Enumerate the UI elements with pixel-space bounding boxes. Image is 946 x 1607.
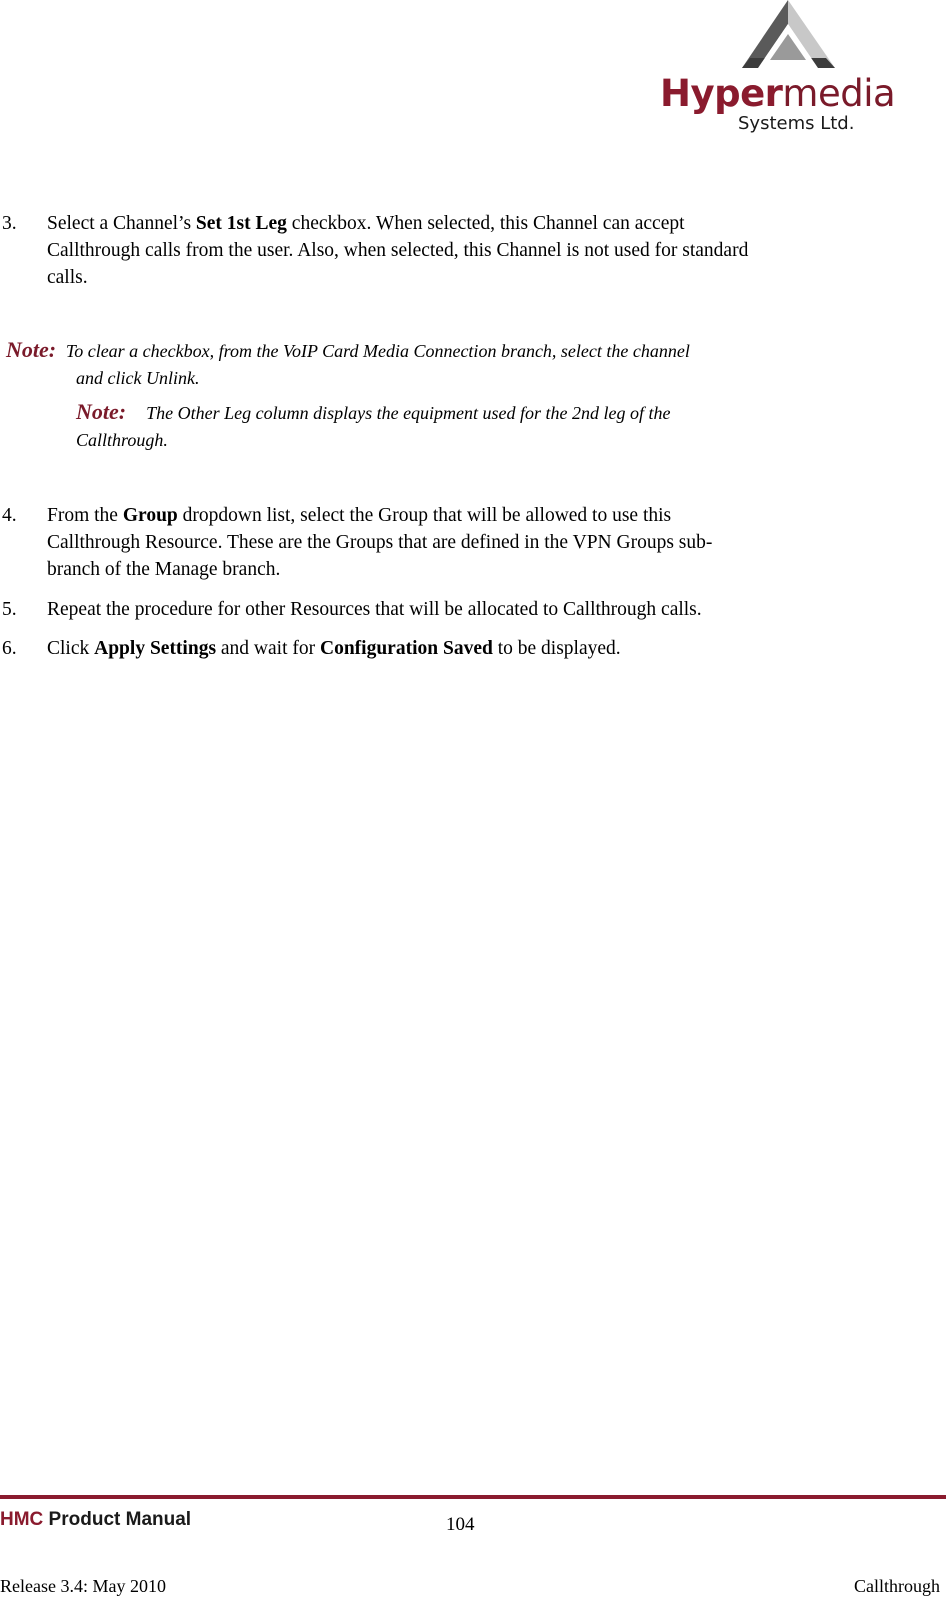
footer-section: Callthrough	[854, 1576, 940, 1596]
note-1-label: Note:	[6, 337, 57, 362]
step-5-number: 5.	[2, 599, 17, 620]
apply-settings-term: Apply Settings	[94, 638, 217, 659]
step-6-text: Click Apply Settings and wait for Configuration Saved to be displayed.	[47, 638, 621, 659]
logo-wordmark: Hypermedia	[660, 72, 896, 115]
step-4-number: 4.	[2, 505, 17, 526]
step-4-text: From the Group dropdown list, select the Group that will be allowed to use this Callthrough Resource. These are the Groups that are defined in the VPN Groups sub- branch of the Manage branch.	[47, 505, 713, 580]
triangle-logo-icon	[740, 0, 840, 72]
step-3-number: 3.	[2, 213, 17, 234]
page-number: 104	[446, 1514, 475, 1535]
note-2: Note: The Other Leg column displays the equipment used for the 2nd leg of the Callthrough.	[76, 399, 671, 450]
company-logo	[660, 0, 920, 140]
note-2-label: Note:	[76, 399, 127, 424]
step-6-number: 6.	[2, 638, 17, 659]
note-1: Note: To clear a checkbox, from the VoIP Card Media Connection branch, select the channel and click Unlink.	[6, 337, 690, 388]
footer-manual-title: HMC Product Manual	[0, 1509, 192, 1530]
configuration-saved-term: Configuration Saved	[320, 638, 493, 659]
step-3-text: Select a Channel’s Set 1st Leg checkbox. When selected, this Channel can accept Callthrough calls from the user. Also, when selected, this Channel is not used for standard calls.	[47, 213, 749, 288]
step-5-text: Repeat the procedure for other Resources that will be allocated to Callthrough calls.	[47, 599, 702, 620]
set-1st-leg-term: Set 1st Leg	[195, 213, 287, 234]
footer-divider	[0, 1495, 946, 1499]
footer-release: Release 3.4: May 2010	[0, 1576, 166, 1596]
group-term: Group	[122, 505, 178, 526]
logo-subtitle: Systems Ltd.	[738, 113, 855, 134]
